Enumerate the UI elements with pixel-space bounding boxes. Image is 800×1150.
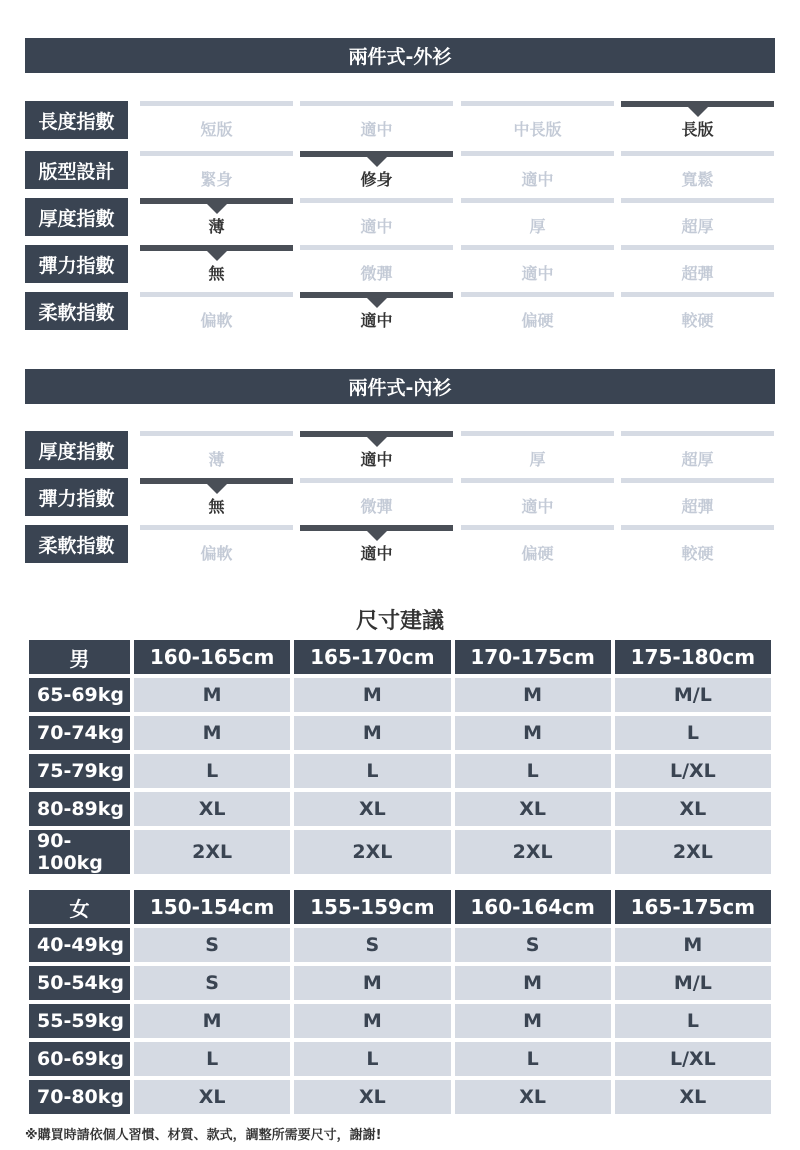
size-cell: M	[455, 1004, 611, 1038]
option: 厚	[461, 431, 614, 471]
outer-attr-fit	[25, 151, 775, 191]
size-cell: L	[455, 1042, 611, 1076]
option: 適中	[300, 101, 453, 141]
men-size-table	[25, 636, 775, 878]
selected-option: 無	[140, 245, 293, 285]
table-row	[29, 966, 771, 1000]
weight-cell: 70-80kg	[29, 1080, 130, 1114]
table-header-row	[29, 890, 771, 924]
attr-label: 彈力指數	[25, 245, 128, 283]
outer-attr-stretch	[25, 245, 775, 285]
option: 適中	[461, 151, 614, 191]
gender-cell: 女	[29, 890, 130, 924]
size-cell: M	[455, 678, 611, 712]
height-header: 155-159cm	[294, 890, 450, 924]
weight-cell: 40-49kg	[29, 928, 130, 962]
weight-cell: 70-74kg	[29, 716, 130, 750]
attr-label: 彈力指數	[25, 478, 128, 516]
selected-option: 無	[140, 478, 293, 518]
option: 寬鬆	[621, 151, 774, 191]
size-cell: M	[134, 678, 290, 712]
size-cell: M	[294, 678, 450, 712]
outer-section-title: 兩件式-外衫	[25, 38, 775, 73]
size-cell: S	[134, 928, 290, 962]
inner-attr-softness	[25, 525, 775, 565]
size-cell: L/XL	[615, 754, 771, 788]
option: 適中	[461, 478, 614, 518]
size-cell: M	[294, 1004, 450, 1038]
size-cell: L	[294, 1042, 450, 1076]
table-header-row	[29, 640, 771, 674]
attr-label: 柔軟指數	[25, 525, 128, 563]
size-title: 尺寸建議	[355, 609, 444, 634]
selected-option: 適中	[300, 292, 453, 332]
outer-attr-thickness	[25, 198, 775, 238]
attr-label: 版型設計	[25, 151, 128, 189]
selected-option: 修身	[300, 151, 453, 191]
size-cell: M	[455, 966, 611, 1000]
weight-cell: 60-69kg	[29, 1042, 130, 1076]
size-cell: M/L	[615, 678, 771, 712]
size-cell: XL	[455, 1080, 611, 1114]
table-row	[29, 792, 771, 826]
size-cell: XL	[134, 1080, 290, 1114]
size-cell: L	[134, 1042, 290, 1076]
option: 厚	[461, 198, 614, 238]
weight-cell: 55-59kg	[29, 1004, 130, 1038]
size-cell: L	[455, 754, 611, 788]
size-cell: XL	[134, 792, 290, 826]
outer-attr-length	[25, 101, 775, 141]
gender-cell: 男	[29, 640, 130, 674]
selected-option: 適中	[300, 431, 453, 471]
option: 薄	[140, 431, 293, 471]
height-header: 160-164cm	[455, 890, 611, 924]
option: 超厚	[621, 431, 774, 471]
size-cell: M/L	[615, 966, 771, 1000]
attr-label: 厚度指數	[25, 198, 128, 236]
inner-attr-thickness	[25, 431, 775, 471]
weight-cell: 80-89kg	[29, 792, 130, 826]
table-row	[29, 1042, 771, 1076]
table-row	[29, 754, 771, 788]
table-row	[29, 678, 771, 712]
height-header: 170-175cm	[455, 640, 611, 674]
option: 偏軟	[140, 525, 293, 565]
attr-label: 長度指數	[25, 101, 128, 139]
size-cell: L/XL	[615, 1042, 771, 1076]
size-cell: XL	[294, 792, 450, 826]
height-header: 160-165cm	[134, 640, 290, 674]
size-cell: 2XL	[455, 830, 611, 874]
option: 適中	[300, 198, 453, 238]
height-header: 150-154cm	[134, 890, 290, 924]
size-cell: XL	[294, 1080, 450, 1114]
size-cell: 2XL	[294, 830, 450, 874]
size-cell: M	[294, 966, 450, 1000]
size-cell: XL	[455, 792, 611, 826]
size-cell: S	[294, 928, 450, 962]
selected-option: 長版	[621, 101, 774, 141]
size-cell: S	[455, 928, 611, 962]
option: 微彈	[300, 478, 453, 518]
option: 超彈	[621, 478, 774, 518]
weight-cell: 65-69kg	[29, 678, 130, 712]
weight-cell: 75-79kg	[29, 754, 130, 788]
size-cell: M	[455, 716, 611, 750]
option: 超彈	[621, 245, 774, 285]
size-cell: M	[294, 716, 450, 750]
size-cell: L	[134, 754, 290, 788]
option: 超厚	[621, 198, 774, 238]
inner-section-title: 兩件式-內衫	[25, 369, 775, 404]
size-cell: S	[134, 966, 290, 1000]
option: 短版	[140, 101, 293, 141]
option: 較硬	[621, 292, 774, 332]
size-cell: M	[134, 1004, 290, 1038]
option: 中長版	[461, 101, 614, 141]
weight-cell: 50-54kg	[29, 966, 130, 1000]
outer-attr-softness	[25, 292, 775, 332]
table-row	[29, 1080, 771, 1114]
height-header: 165-175cm	[615, 890, 771, 924]
size-cell: XL	[615, 792, 771, 826]
option: 較硬	[621, 525, 774, 565]
selected-option: 薄	[140, 198, 293, 238]
attr-label: 柔軟指數	[25, 292, 128, 330]
option: 偏軟	[140, 292, 293, 332]
size-cell: M	[615, 928, 771, 962]
size-cell: 2XL	[134, 830, 290, 874]
height-header: 175-180cm	[615, 640, 771, 674]
inner-attr-stretch	[25, 478, 775, 518]
option: 偏硬	[461, 525, 614, 565]
option: 微彈	[300, 245, 453, 285]
option: 偏硬	[461, 292, 614, 332]
weight-cell: 90-100kg	[29, 830, 130, 874]
size-cell: L	[294, 754, 450, 788]
table-row	[29, 1004, 771, 1038]
selected-option: 適中	[300, 525, 453, 565]
table-row	[29, 716, 771, 750]
size-cell: L	[615, 716, 771, 750]
footnote: ※購買時請依個人習慣、材質、款式，調整所需要尺寸，謝謝!	[25, 1128, 382, 1143]
size-cell: 2XL	[615, 830, 771, 874]
attr-label: 厚度指數	[25, 431, 128, 469]
option: 緊身	[140, 151, 293, 191]
size-cell: XL	[615, 1080, 771, 1114]
women-size-table	[25, 886, 775, 1118]
size-cell: M	[134, 716, 290, 750]
table-row	[29, 830, 771, 874]
height-header: 165-170cm	[294, 640, 450, 674]
size-cell: L	[615, 1004, 771, 1038]
option: 適中	[461, 245, 614, 285]
table-row	[29, 928, 771, 962]
